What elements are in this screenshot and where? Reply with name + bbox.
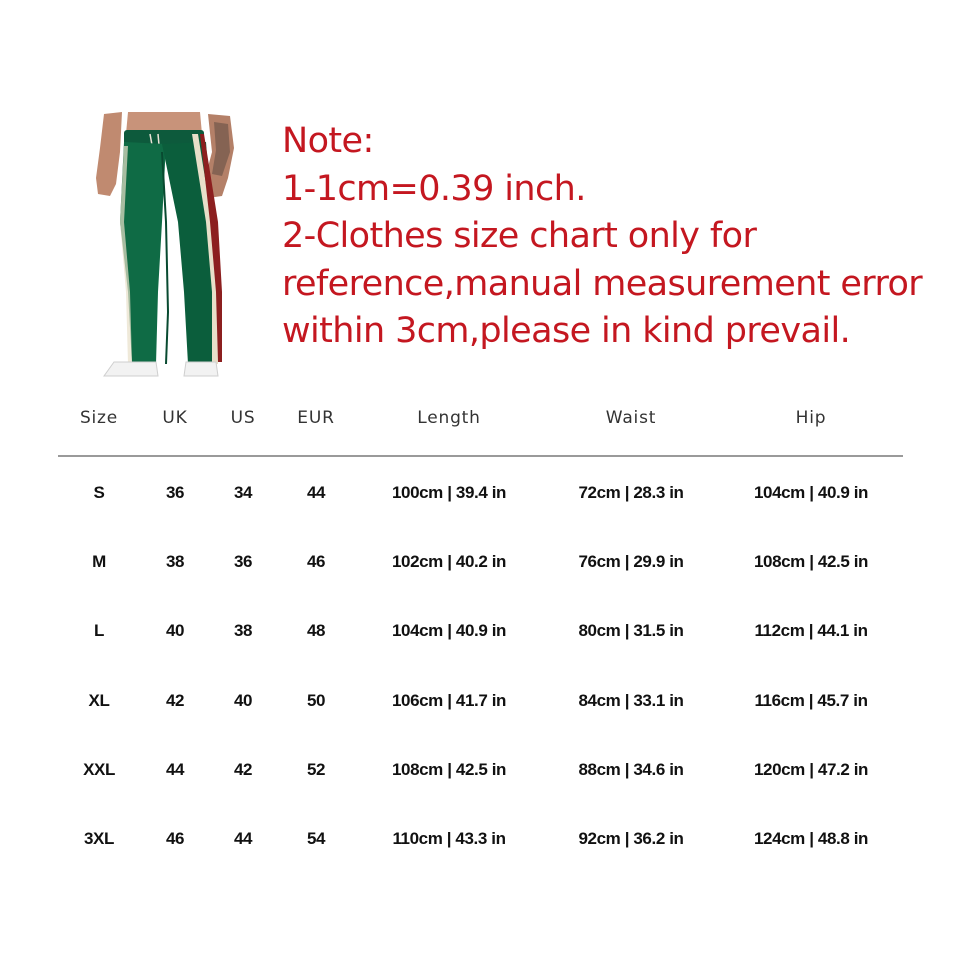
size-table-header (0, 408, 960, 440)
header-us: US (230, 408, 256, 428)
cell-length: 104cm | 40.9 in (391, 621, 507, 641)
note-line-conversion: 1-1cm=0.39 inch. (282, 168, 586, 209)
table-row (0, 756, 960, 825)
cell-hip: 108cm | 42.5 in (753, 552, 869, 572)
cell-hip: 112cm | 44.1 in (754, 621, 868, 641)
cell-us: 38 (233, 621, 253, 641)
cell-length: 106cm | 41.7 in (391, 690, 507, 710)
note-line-disclaimer-1: 2-Clothes size chart only for (282, 216, 757, 256)
table-row (0, 687, 960, 756)
note-line-disclaimer-3: within 3cm,please in kind prevail. (282, 311, 851, 351)
cell-eur: 50 (306, 690, 326, 710)
cell-uk: 38 (165, 552, 185, 572)
header-eur: EUR (297, 408, 335, 428)
cell-hip: 124cm | 48.8 in (753, 828, 869, 848)
cell-eur: 44 (306, 483, 326, 502)
cell-hip: 116cm | 45.7 in (754, 690, 868, 710)
cell-us: 42 (233, 759, 253, 779)
header-size: Size (79, 408, 119, 428)
cell-waist: 92cm | 36.2 in (578, 828, 684, 848)
pants-left-leg (120, 142, 166, 364)
cell-size: XL (88, 690, 110, 710)
cell-us: 44 (233, 828, 253, 848)
note-line-disclaimer-2: reference,manual measurement error (282, 263, 923, 304)
cell-eur: 54 (306, 828, 326, 848)
left-shoe (104, 362, 158, 376)
cell-waist: 76cm | 29.9 in (578, 552, 684, 572)
table-row (0, 825, 960, 894)
cell-size: L (94, 621, 104, 641)
cell-waist: 80cm | 31.5 in (578, 621, 684, 641)
cell-eur: 52 (306, 759, 326, 779)
cell-hip: 120cm | 47.2 in (753, 759, 869, 779)
cell-uk: 42 (165, 690, 185, 710)
note-block (282, 118, 942, 356)
size-table-body (0, 479, 960, 894)
cell-us: 34 (233, 483, 253, 502)
cell-length: 102cm | 40.2 in (391, 552, 507, 572)
header-length: Length (417, 408, 481, 428)
table-row (0, 548, 960, 617)
product-image (88, 112, 238, 380)
table-row (0, 479, 960, 548)
cell-eur: 46 (306, 552, 326, 572)
cell-waist: 84cm | 33.1 in (578, 690, 684, 710)
cell-uk: 36 (165, 483, 185, 502)
right-shoe (184, 362, 218, 376)
model-left-arm (96, 112, 122, 196)
cell-length: 100cm | 39.4 in (391, 483, 507, 502)
header-waist: Waist (605, 408, 657, 428)
header-hip: Hip (795, 408, 827, 428)
header-uk: UK (162, 408, 188, 428)
cell-uk: 40 (165, 621, 185, 641)
cell-size: S (93, 483, 105, 502)
cell-uk: 46 (165, 828, 185, 848)
cell-waist: 72cm | 28.3 in (578, 483, 684, 502)
cell-hip: 104cm | 40.9 in (753, 483, 869, 502)
cell-us: 36 (233, 552, 253, 572)
table-row (0, 617, 960, 686)
cell-eur: 48 (306, 621, 326, 641)
cell-size: M (92, 552, 106, 572)
cell-length: 110cm | 43.3 in (392, 828, 506, 848)
cell-us: 40 (233, 690, 253, 710)
header-divider (58, 455, 903, 457)
note-title: Note: (282, 121, 374, 161)
cell-length: 108cm | 42.5 in (391, 759, 507, 779)
cell-size: 3XL (84, 828, 114, 848)
cell-size: XXL (83, 759, 115, 779)
cell-uk: 44 (165, 759, 185, 779)
cell-waist: 88cm | 34.6 in (578, 759, 684, 779)
